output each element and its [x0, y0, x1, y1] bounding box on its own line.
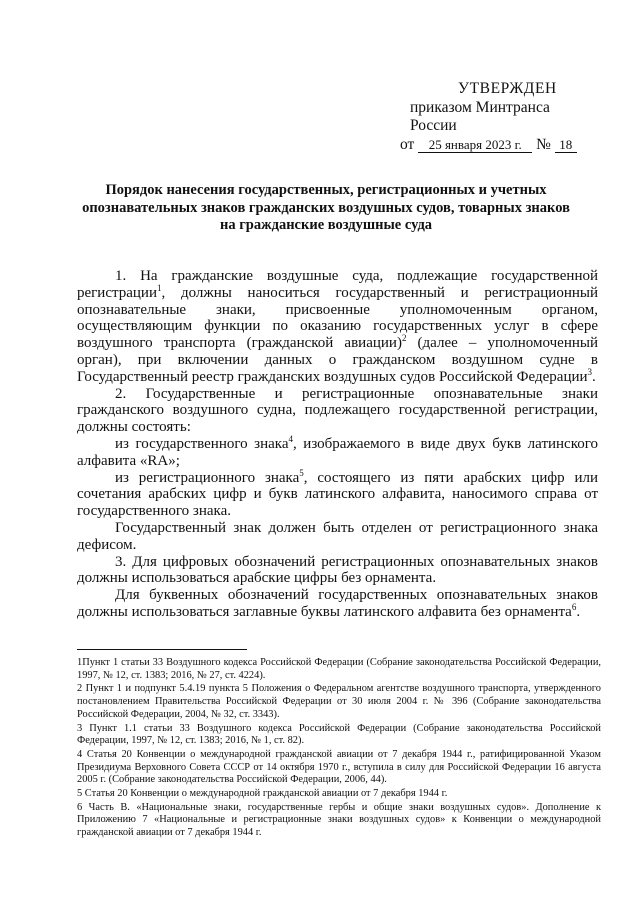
paragraph-text: 3. Для цифровых обозначений регистрационных опознавательных знаков должны использоваться арабские цифры без орнамента. [77, 553, 598, 587]
footnote-ref: 6 [571, 601, 577, 612]
footnote: 5 Статья 20 Конвенции о международной гражданской авиации от 7 декабря 1944 г. [77, 788, 448, 800]
paragraph-text: . [576, 603, 581, 620]
paragraph-text: Для буквенных обозначений государственных опознавательных знаков должны использоваться заглавные буквы латинского алфавита без орнамента [77, 587, 598, 620]
paragraph [77, 520, 598, 554]
paragraph [77, 386, 598, 436]
approval-stamp [400, 80, 600, 154]
paragraph-text: , состоящего из пяти арабских цифр или сочетания арабских цифр и букв латинского алфавита, наносимого справа от государственного знака. [77, 469, 599, 520]
document-body [77, 268, 598, 621]
footnote: 4 Статья 20 Конвенции о международной гражданской авиации от 7 декабря 1944 г., ратифицированной Указом Президиума Верховного Совета СССР от 14 октября 1970 г., вступила в силу для Российской Федерации 16 августа 2005 г. (Собрание законодательства Российской Федерации, 2006, 44). [77, 748, 601, 786]
approval-number: 18 [555, 137, 577, 153]
paragraph [77, 467, 599, 520]
footnote-ref: 4 [288, 433, 294, 444]
paragraph [77, 587, 598, 621]
approval-title: УТВЕРЖДЕН [458, 80, 557, 97]
footnote-separator [77, 649, 247, 650]
footnotes [77, 657, 601, 841]
footnote-ref: 1 [156, 282, 162, 293]
footnote-ref: 3 [587, 366, 593, 377]
paragraph-text: Государственный знак должен быть отделен от регистрационного знака дефисом. [77, 519, 598, 553]
footnote-ref: 2 [401, 333, 407, 344]
paragraph-text: , изображаемого в виде двух букв латинского алфавита «RA»; [77, 435, 599, 469]
paragraph-text: из государственного знака [115, 435, 289, 452]
approval-date: 25 января 2023 г. [418, 137, 532, 153]
document-heading: Порядок нанесения государственных, регистрационных и учетных опознавательных знаков гражданских воздушных судов, товарных знаков на гражданские воздушные суда [82, 182, 570, 233]
number-prefix: № [536, 136, 551, 153]
paragraph-text: 2. Государственные и регистрационные опознавательные знаки гражданского воздушного судна, подлежащего государственной регистрации, должны состоять: [77, 385, 598, 436]
paragraph [77, 268, 598, 386]
footnote: 6 Часть В. «Национальные знаки, государственные гербы и общие знаки воздушных судов». Дополнение к Приложению 7 «Национальные и регистрационные знаки воздушных судов» к Конвенции о международной гражданской авиации от 7 декабря 1944 г. [77, 801, 601, 839]
paragraph [77, 433, 599, 470]
footnote: 3 Пункт 1.1 статьи 33 Воздушного кодекса Российской Федерации (Собрание законодательства Российской Федерации, 1997, № 12, ст. 1383; 2016, № 1, ст. 82). [77, 722, 601, 747]
approval-order: приказом Минтранса России [410, 99, 550, 134]
paragraph-text: из регистрационного знака [115, 469, 300, 486]
footnote-ref: 5 [299, 467, 304, 478]
paragraph-text: , должны наноситься государственный и регистрационный опознавательные знаки, присвоенные уполномоченным органом, осуществляющим функции по оказанию государственных услуг в сфере воздушного транспорта (гражданской авиации) [77, 284, 598, 352]
footnote: 2 Пункт 1 и подпункт 5.4.19 пункта 5 Положения о Федеральном агентстве воздушного транспорта, утвержденного постановлением Правительства Российской Федерации от 30 июля 2004 г. № 396 (Собрание законодательства Российской Федерации, 2004, № 32, ст. 3343). [77, 683, 601, 720]
paragraph [77, 554, 598, 588]
approval-date-line [400, 136, 600, 154]
paragraph-text: (далее – уполномоченный орган), при включении данных о гражданском воздушном судне в Государственный реестр гражданских воздушных судов Российской Федерации [77, 335, 598, 385]
paragraph-text: 1. На гражданские воздушные суда, подлежащие государственной регистрации [77, 268, 598, 301]
paragraph-text: . [592, 368, 596, 385]
date-prefix: от [400, 136, 415, 153]
footnote: 1Пункт 1 статьи 33 Воздушного кодекса Российской Федерации (Собрание законодательства Российской Федерации, 1997, № 12, ст. 1383; 2016, № 27, ст. 4224). [77, 657, 601, 681]
